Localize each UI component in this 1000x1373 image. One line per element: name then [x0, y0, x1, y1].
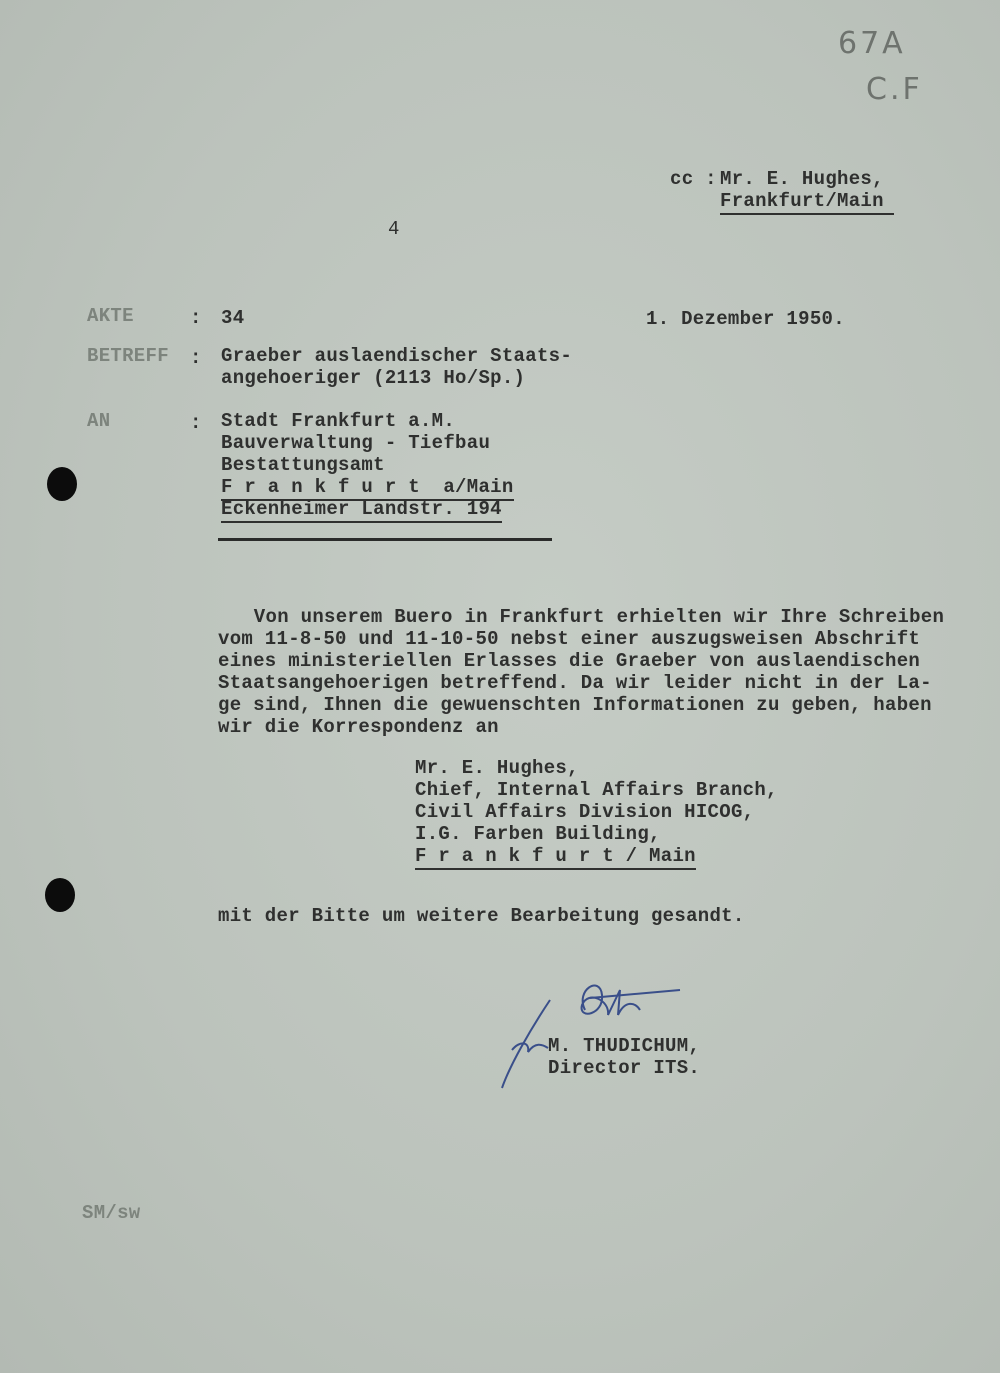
address-city: F r a n k f u r t a/Main	[221, 476, 514, 501]
address-line: Stadt Frankfurt a.M.	[221, 410, 456, 432]
cc-prefix: cc :	[670, 168, 717, 190]
akte-value: 34	[221, 307, 245, 329]
recipient-line: I.G. Farben Building,	[415, 823, 661, 845]
address-line: Bauverwaltung - Tiefbau	[221, 432, 491, 454]
punch-hole-bottom	[45, 878, 75, 912]
body-line: vom 11-8-50 und 11-10-50 nebst einer auszugsweisen Abschrift	[218, 628, 921, 650]
punch-hole-top	[47, 467, 77, 501]
address-line: Bestattungsamt	[221, 454, 385, 476]
recipient-line: Civil Affairs Division HICOG,	[415, 801, 755, 823]
an-colon: :	[190, 412, 202, 434]
recipient-line: Chief, Internal Affairs Branch,	[415, 779, 778, 801]
body-line: Von unserem Buero in Frankfurt erhielten wir Ihre Schreiben	[207, 606, 945, 628]
subject-line-1: Graeber auslaendischer Staats-	[221, 345, 573, 367]
recipient-line: Mr. E. Hughes,	[415, 757, 579, 779]
page-mark: 4	[388, 218, 400, 240]
an-label: AN	[87, 410, 111, 432]
letter-date: 1. Dezember 1950.	[646, 308, 845, 330]
cc-city: Frankfurt/Main	[720, 190, 894, 215]
akte-colon: :	[190, 307, 202, 329]
akte-label: AKTE	[87, 305, 134, 327]
address-rule	[218, 538, 552, 541]
reference-initials: SM/sw	[82, 1202, 141, 1224]
body-line: wir die Korrespondenz an	[218, 716, 499, 738]
subject-line-2: angehoeriger (2113 Ho/Sp.)	[221, 367, 526, 389]
closing-line: mit der Bitte um weitere Bearbeitung gesandt.	[218, 905, 745, 927]
archive-code: C.F	[866, 72, 923, 107]
body-line: Staatsangehoerigen betreffend. Da wir leider nicht in der La-	[218, 672, 932, 694]
body-line: ge sind, Ihnen die gewuenschten Informationen zu geben, haben	[218, 694, 932, 716]
signatory-name: M. THUDICHUM,	[548, 1035, 701, 1057]
betreff-label: BETREFF	[87, 345, 169, 367]
archive-number: 67A	[838, 26, 906, 61]
body-line: eines ministeriellen Erlasses die Graeber von auslaendischen	[218, 650, 921, 672]
betreff-colon: :	[190, 347, 202, 369]
address-street: Eckenheimer Landstr. 194	[221, 498, 502, 523]
recipient-city: F r a n k f u r t / Main	[415, 845, 696, 870]
signatory-title: Director ITS.	[548, 1057, 701, 1079]
cc-name: Mr. E. Hughes,	[720, 168, 884, 190]
